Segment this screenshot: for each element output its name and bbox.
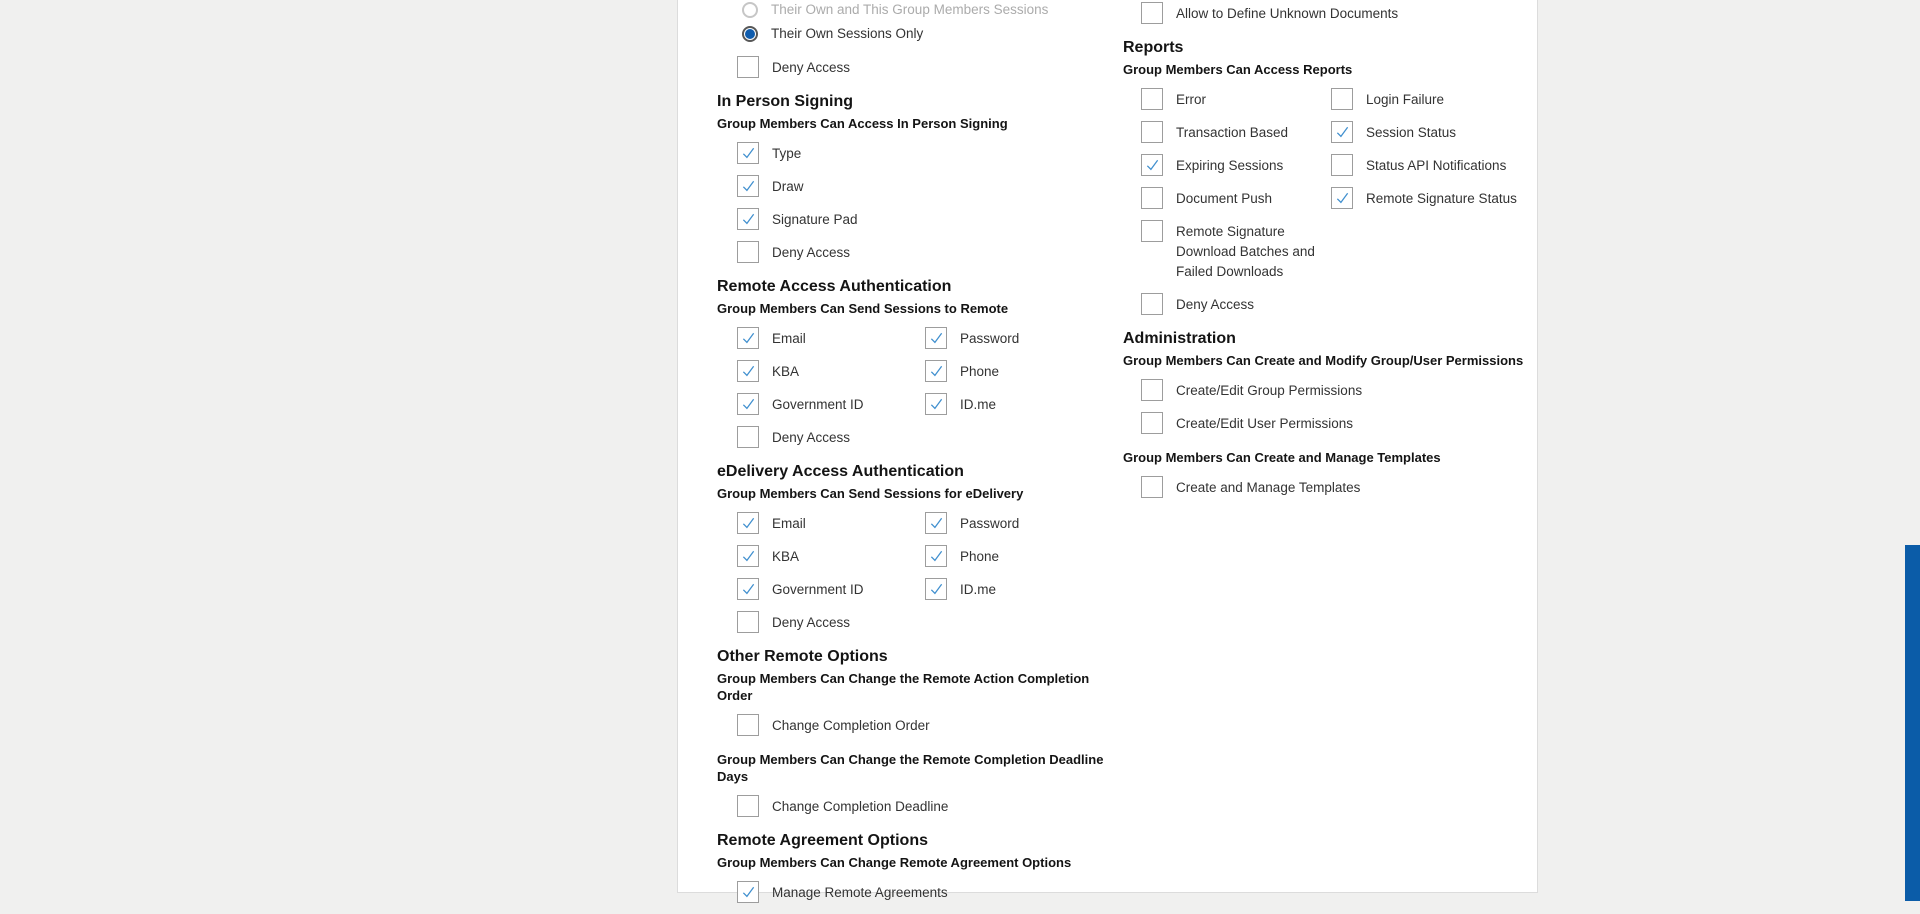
checkbox-item xyxy=(737,578,925,600)
checkbox-label: ID.me xyxy=(960,397,997,412)
checkbox-item xyxy=(925,327,1019,349)
section-subtitle: Group Members Can Access Reports xyxy=(1123,62,1353,77)
checkbox-edelivery-idme[interactable] xyxy=(925,578,947,600)
checkbox-row xyxy=(717,142,1117,164)
checkbox-label: Status API Notifications xyxy=(1366,158,1507,173)
checkbox-row xyxy=(717,393,1117,415)
section-subtitle: Group Members Can Change the Remote Completion Deadline Days xyxy=(717,752,1104,784)
radio-label: Their Own and This Group Members Sessions xyxy=(771,2,1049,17)
checkbox-label: Create and Manage Templates xyxy=(1176,480,1361,495)
vertical-scrollbar-thumb[interactable] xyxy=(1905,545,1920,901)
checkbox-label: Signature Pad xyxy=(772,212,858,227)
checkbox-row xyxy=(717,881,1117,903)
checkbox-report-session-status[interactable] xyxy=(1331,121,1353,143)
checkbox-report-remote-signature-status[interactable] xyxy=(1331,187,1353,209)
checkbox-item xyxy=(737,426,925,448)
checkbox-item xyxy=(1331,154,1506,176)
checkbox-item xyxy=(925,360,999,382)
group-permissions-panel xyxy=(677,0,1538,900)
checkbox-change-completion-deadline[interactable] xyxy=(737,795,759,817)
section-title-remote-agreement-options: Remote Agreement Options xyxy=(717,832,928,849)
checkbox-remote-government-id[interactable] xyxy=(737,393,759,415)
checkmark-icon xyxy=(739,176,758,196)
checkmark-icon xyxy=(1333,122,1352,142)
section-subtitle: Group Members Can Change Remote Agreement Options xyxy=(717,855,1072,870)
checkbox-label: Government ID xyxy=(772,397,864,412)
radio-row-sessions-scope xyxy=(717,25,1117,42)
checkbox-edelivery-government-id[interactable] xyxy=(737,578,759,600)
checkbox-item xyxy=(737,545,925,567)
checkbox-item xyxy=(737,208,925,230)
checkbox-row xyxy=(1123,379,1535,401)
checkbox-report-document-push[interactable] xyxy=(1141,187,1163,209)
checkbox-deny-in-person[interactable] xyxy=(737,241,759,263)
radio-their-own-sessions-only[interactable] xyxy=(742,26,758,42)
checkmark-icon xyxy=(739,361,758,381)
checkbox-signature-pad[interactable] xyxy=(737,208,759,230)
checkbox-item xyxy=(1141,154,1331,176)
section-title-other-remote-options: Other Remote Options xyxy=(717,648,888,665)
checkbox-label: Remote Signature Download Batches and Failed Downloads xyxy=(1176,224,1315,279)
checkbox-row xyxy=(717,545,1117,567)
checkmark-icon xyxy=(739,579,758,599)
checkbox-row xyxy=(717,426,1117,448)
checkmark-icon xyxy=(739,209,758,229)
section-subtitle: Group Members Can Send Sessions for eDelivery xyxy=(717,486,1024,501)
checkbox-label: Allow to Define Unknown Documents xyxy=(1176,6,1399,21)
section-title-in-person-signing: In Person Signing xyxy=(717,93,854,110)
checkbox-row xyxy=(717,795,1117,817)
section-subtitle: Group Members Can Access In Person Signing xyxy=(717,116,1008,131)
checkbox-item xyxy=(737,360,925,382)
checkbox-report-error[interactable] xyxy=(1141,88,1163,110)
checkbox-label: Government ID xyxy=(772,582,864,597)
checkmark-icon xyxy=(739,882,758,902)
checkbox-item xyxy=(737,393,925,415)
checkbox-label: KBA xyxy=(772,549,800,564)
checkmark-icon xyxy=(1333,188,1352,208)
left-column xyxy=(717,0,1117,914)
checkbox-item xyxy=(1141,293,1331,315)
checkbox-remote-idme[interactable] xyxy=(925,393,947,415)
checkmark-icon xyxy=(927,513,946,533)
checkbox-item xyxy=(1331,187,1517,209)
checkbox-label: Type xyxy=(772,146,802,161)
checkbox-label: Deny Access xyxy=(772,245,851,260)
checkbox-label: Create/Edit Group Permissions xyxy=(1176,383,1363,398)
checkbox-item xyxy=(737,611,925,633)
checkbox-label: Deny Access xyxy=(1176,297,1255,312)
checkbox-row xyxy=(717,578,1117,600)
checkbox-label: Expiring Sessions xyxy=(1176,158,1284,173)
checkbox-label: Change Completion Deadline xyxy=(772,799,949,814)
checkbox-deny-sessions[interactable] xyxy=(737,56,759,78)
checkbox-item xyxy=(925,512,1019,534)
checkbox-label: Phone xyxy=(960,549,1000,564)
checkbox-remote-email[interactable] xyxy=(737,327,759,349)
checkbox-row xyxy=(1123,476,1535,498)
checkbox-label: Change Completion Order xyxy=(772,718,930,733)
checkbox-item xyxy=(1331,121,1456,143)
checkbox-row xyxy=(717,327,1117,349)
checkbox-item xyxy=(737,714,930,736)
checkbox-row xyxy=(1123,88,1535,110)
checkbox-create-edit-user-permissions[interactable] xyxy=(1141,412,1163,434)
checkbox-row xyxy=(717,241,1117,263)
checkbox-row xyxy=(1123,154,1535,176)
checkbox-create-edit-group-permissions[interactable] xyxy=(1141,379,1163,401)
radio-their-own-and-group-sessions[interactable] xyxy=(742,2,758,18)
checkbox-edelivery-kba[interactable] xyxy=(737,545,759,567)
checkbox-label: Transaction Based xyxy=(1176,125,1289,140)
checkbox-item xyxy=(1141,476,1361,498)
checkbox-item xyxy=(737,142,925,164)
checkbox-row xyxy=(717,611,1117,633)
section-title-reports: Reports xyxy=(1123,39,1184,56)
checkbox-item xyxy=(1141,412,1354,434)
checkbox-label: Session Status xyxy=(1366,125,1457,140)
section-subtitle: Group Members Can Create and Modify Group/User Permissions xyxy=(1123,353,1524,368)
checkbox-remote-password[interactable] xyxy=(925,327,947,349)
checkbox-row xyxy=(1123,121,1535,143)
checkmark-icon xyxy=(927,361,946,381)
checkbox-report-expiring-sessions[interactable] xyxy=(1141,154,1163,176)
checkbox-row xyxy=(717,208,1117,230)
checkbox-item xyxy=(1141,220,1331,282)
checkbox-item xyxy=(737,175,925,197)
checkbox-row xyxy=(717,512,1117,534)
checkmark-icon xyxy=(927,579,946,599)
checkbox-row xyxy=(717,714,1117,736)
checkbox-label: Manage Remote Agreements xyxy=(772,885,948,900)
checkbox-label: Document Push xyxy=(1176,191,1273,206)
checkbox-row xyxy=(1123,2,1535,24)
checkbox-report-status-api-notifications[interactable] xyxy=(1331,154,1353,176)
checkbox-item xyxy=(1141,88,1331,110)
checkbox-item xyxy=(737,881,948,903)
checkbox-row xyxy=(1123,412,1535,434)
checkbox-row xyxy=(1123,220,1535,282)
checkmark-icon xyxy=(1143,155,1162,175)
checkbox-label: Deny Access xyxy=(772,615,851,630)
checkbox-item xyxy=(925,545,999,567)
checkbox-label: KBA xyxy=(772,364,800,379)
checkbox-label: ID.me xyxy=(960,582,997,597)
right-column xyxy=(1123,0,1535,509)
checkbox-row xyxy=(717,56,1117,78)
checkbox-item xyxy=(737,241,925,263)
checkmark-icon xyxy=(739,513,758,533)
checkbox-label: Email xyxy=(772,331,806,346)
checkbox-report-download-batches[interactable] xyxy=(1141,220,1163,242)
checkbox-report-login-failure[interactable] xyxy=(1331,88,1353,110)
section-title-edelivery-auth: eDelivery Access Authentication xyxy=(717,463,964,480)
checkbox-manage-remote-agreements[interactable] xyxy=(737,881,759,903)
checkbox-change-completion-order[interactable] xyxy=(737,714,759,736)
radio-row-sessions-scope xyxy=(717,1,1117,18)
checkbox-deny-edelivery[interactable] xyxy=(737,611,759,633)
checkbox-item xyxy=(1141,379,1363,401)
checkbox-deny-remote[interactable] xyxy=(737,426,759,448)
checkbox-row xyxy=(717,175,1117,197)
checkbox-draw[interactable] xyxy=(737,175,759,197)
checkmark-icon xyxy=(739,546,758,566)
checkbox-item xyxy=(1141,121,1331,143)
radio-label: Their Own Sessions Only xyxy=(771,26,924,41)
checkbox-edelivery-phone[interactable] xyxy=(925,545,947,567)
checkbox-item xyxy=(737,56,925,78)
checkbox-edelivery-email[interactable] xyxy=(737,512,759,534)
checkbox-row xyxy=(717,360,1117,382)
checkbox-item xyxy=(1141,2,1399,24)
checkbox-label: Draw xyxy=(772,179,804,194)
checkbox-row xyxy=(1123,187,1535,209)
checkmark-icon xyxy=(927,546,946,566)
checkbox-create-manage-templates[interactable] xyxy=(1141,476,1163,498)
checkbox-label: Create/Edit User Permissions xyxy=(1176,416,1354,431)
checkbox-label: Login Failure xyxy=(1366,92,1445,107)
checkbox-item xyxy=(1331,88,1444,110)
section-title-administration: Administration xyxy=(1123,330,1236,347)
checkbox-item xyxy=(1141,187,1331,209)
checkbox-label: Password xyxy=(960,331,1020,346)
checkbox-label: Remote Signature Status xyxy=(1366,191,1517,206)
checkbox-allow-unknown-documents[interactable] xyxy=(1141,2,1163,24)
checkbox-label: Email xyxy=(772,516,806,531)
checkbox-label: Deny Access xyxy=(772,60,851,75)
checkbox-item xyxy=(737,327,925,349)
checkmark-icon xyxy=(927,394,946,414)
checkbox-item xyxy=(925,578,996,600)
checkbox-remote-phone[interactable] xyxy=(925,360,947,382)
checkmark-icon xyxy=(739,143,758,163)
checkbox-item xyxy=(737,795,949,817)
checkbox-label: Phone xyxy=(960,364,1000,379)
checkmark-icon xyxy=(739,394,758,414)
section-subtitle: Group Members Can Change the Remote Action Completion Order xyxy=(717,671,1090,703)
checkbox-edelivery-password[interactable] xyxy=(925,512,947,534)
checkbox-item xyxy=(925,393,996,415)
section-subtitle: Group Members Can Send Sessions to Remote xyxy=(717,301,1009,316)
checkbox-type[interactable] xyxy=(737,142,759,164)
checkbox-report-transaction-based[interactable] xyxy=(1141,121,1163,143)
checkmark-icon xyxy=(739,328,758,348)
checkbox-row xyxy=(1123,293,1535,315)
checkbox-label: Error xyxy=(1176,92,1206,107)
checkmark-icon xyxy=(927,328,946,348)
checkbox-deny-reports[interactable] xyxy=(1141,293,1163,315)
checkbox-label: Deny Access xyxy=(772,430,851,445)
checkbox-remote-kba[interactable] xyxy=(737,360,759,382)
checkbox-item xyxy=(737,512,925,534)
checkbox-label: Password xyxy=(960,516,1020,531)
section-subtitle: Group Members Can Create and Manage Templates xyxy=(1123,450,1441,465)
section-title-remote-access-auth: Remote Access Authentication xyxy=(717,278,952,295)
